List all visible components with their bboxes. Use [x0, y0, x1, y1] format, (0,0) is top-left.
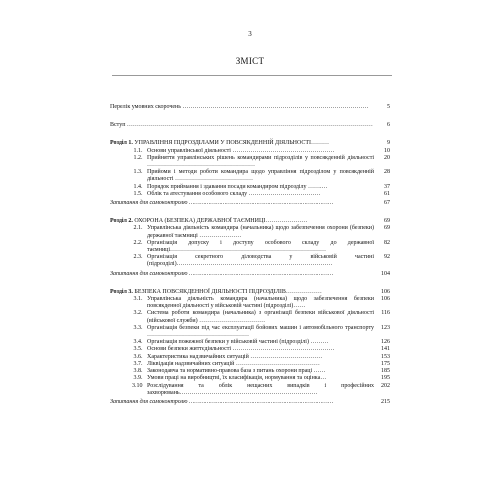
toc-entry-number: 3.1. [133, 296, 144, 303]
toc-entry-page: 92 [384, 254, 390, 261]
toc-entry-number: 3.4. [133, 339, 144, 346]
toc-entry-section [110, 140, 390, 147]
toc-entry-sub [110, 148, 390, 155]
toc-entry-sub [110, 383, 390, 397]
toc-entry-title: Організація безпеки під час експлуатації бойових машин і автомобільного транспорту …………………………………………… [147, 324, 374, 339]
toc-entry-number: 3.5. [133, 346, 144, 353]
toc-entry-italic [110, 200, 390, 207]
toc-entry-number: 3.2. [133, 310, 144, 317]
toc-entry-page: 185 [381, 368, 390, 375]
toc-entry-page: 69 [384, 225, 390, 232]
toc-entry-plain [110, 104, 390, 111]
toc-entry-title: Система роботи командира (начальника) з організації безпеки військової діяльності (військової служби) …………………………… [147, 310, 374, 324]
toc-entry-title: Основи управлінської діяльності …………………………………………… [147, 147, 335, 154]
toc-entry-number: Розділ 3. [110, 288, 135, 295]
toc-entry-page: 195 [381, 375, 390, 382]
toc-entry-sub [110, 225, 390, 239]
toc-entry-sub [110, 346, 390, 353]
page-title: ЗМІСТ [235, 56, 265, 66]
toc-entry-page: 106 [381, 288, 390, 295]
toc-entry-title: Перелік умовних скорочень ………………………………………………………………………………… [110, 104, 369, 110]
toc-entry-title: Організація секретного діловодства у військовій частині (підрозділі)…………………………………………………………………… [147, 254, 374, 268]
toc-entry-page: 116 [381, 310, 390, 317]
toc-entry-sub [110, 240, 390, 254]
toc-entry-title: УПРАВЛІННЯ ПІДРОЗДІЛАМИ У ПОВСЯКДЕННІЙ ДІЯЛЬНОСТІ……… [134, 140, 330, 147]
toc-entry-sub [110, 254, 390, 268]
toc-entry-title: Законодавча та нормативно-правова база з питань охорони праці …… [147, 368, 326, 375]
toc-entry-title: Облік та атестування особового складу ……………………………… [147, 190, 321, 197]
toc-entry-title: Основи безпеки життєдіяльності …………………………………………… [147, 346, 335, 353]
toc-entry-page: 153 [381, 353, 390, 360]
toc-entry-number: 1.1. [133, 147, 144, 154]
toc-spacer [110, 111, 390, 122]
toc-entry-number: Розділ 1. [110, 140, 135, 147]
toc-entry-section [110, 289, 390, 296]
toc-entry-number: 1.2. [133, 154, 144, 161]
toc-entry-title: Порядок приймання і здавання посади командиром підрозділу …….… [147, 183, 328, 190]
toc-entry-title: Управлінська діяльність командира (начальника) щодо забезпечення охорони (безпеки) державної таємниці ………………… [147, 225, 374, 239]
toc-entry-page: 123 [381, 324, 390, 331]
table-of-contents [110, 104, 390, 406]
toc-entry-sub [110, 361, 390, 368]
toc-entry-title: БЕЗПЕКА ПОВСЯКДЕННОЇ ДІЯЛЬНОСТІ ПІДРОЗДІЛІВ……………… [134, 288, 322, 295]
toc-entry-page: 5 [387, 104, 390, 110]
toc-entry-page: 215 [381, 398, 390, 405]
toc-entry-sub [110, 296, 390, 310]
toc-entry-number: 3.7. [133, 360, 144, 367]
toc-entry-title: Умови праці на виробництві, їх класифікація, нормування та оцінка… [147, 375, 327, 382]
toc-entry-title: Організація допуску і доступу особового складу до державної таємниці…………………………………………………………………… [147, 239, 374, 254]
toc-entry-title: Управлінська діяльність командира (начальника) щодо забезпечення безпеки повсякденної діяльності у військовій частині (підрозділі)…… [147, 296, 374, 310]
toc-entry-page: 9 [387, 140, 390, 147]
toc-entry-page: 106 [381, 296, 390, 303]
toc-entry-number: 3.8. [133, 368, 144, 375]
toc-entry-title: ОХОРОНА (БЕЗПЕКА) ДЕРЖАВНОЇ ТАЄМНИЦІ………………… [134, 218, 308, 225]
toc-entry-page: 37 [384, 183, 390, 190]
toc-entry-title: Вступ …………………………………………………………………………………………………………… [110, 122, 373, 129]
toc-entry-sub [110, 155, 390, 169]
toc-entry-number: 3.9. [133, 375, 144, 382]
toc-entry-page: 141 [381, 346, 390, 353]
toc-entry-page: 28 [384, 169, 390, 176]
toc-entry-sub [110, 310, 390, 324]
toc-entry-italic [110, 399, 390, 406]
title-divider [112, 75, 392, 76]
toc-entry-page: 82 [384, 239, 390, 246]
toc-entry-title: Запитання для самоконтролю ……………………………………………………………………… [110, 398, 334, 405]
toc-entry-italic [110, 271, 390, 278]
toc-entry-number: 2.1. [133, 225, 144, 232]
toc-spacer [110, 129, 390, 140]
toc-entry-page: 126 [381, 339, 390, 346]
toc-entry-title: Розслідування та облік нещасних випадків і професійних захворювань…………………………………………………………… [147, 382, 374, 396]
toc-entry-sub [110, 375, 390, 382]
toc-entry-page: 175 [381, 360, 390, 367]
toc-entry-title: Ліквідація надзвичайних ситуацій …………………………………… [147, 360, 320, 367]
toc-entry-number: 2.3. [133, 254, 144, 261]
toc-entry-page: 6 [387, 122, 390, 129]
toc-entry-sub [110, 191, 390, 198]
toc-entry-page: 67 [384, 200, 390, 207]
page-number: 3 [248, 30, 252, 38]
toc-entry-sub [110, 169, 390, 183]
toc-entry-page: 104 [381, 270, 390, 277]
toc-entry-title: Запитання для самоконтролю ……………………………………………………………………… [110, 270, 334, 277]
toc-spacer [110, 207, 390, 218]
toc-entry-page: 202 [381, 382, 390, 389]
toc-entry-page: 20 [384, 154, 390, 161]
toc-entry-number: 1.4. [133, 183, 144, 190]
toc-entry-title: Запитання для самоконтролю ……………………………………………………………………… [110, 200, 334, 207]
toc-entry-plain [110, 122, 390, 129]
toc-entry-title: Характеристика надзвичайних ситуацій ……………………………… [147, 353, 323, 360]
toc-entry-number: 3.6. [133, 353, 144, 360]
toc-entry-page: 61 [384, 190, 390, 197]
toc-entry-page: 10 [384, 147, 390, 154]
toc-entry-number: 3.10 [132, 382, 144, 389]
toc-entry-sub [110, 354, 390, 361]
toc-entry-number: Розділ 2. [110, 218, 135, 225]
toc-spacer [110, 278, 390, 289]
toc-entry-title: Прийоми і методи роботи командира щодо управління підрозділом у повсякденній діяльності ………………………………… [147, 169, 374, 183]
toc-entry-number: 3.3. [133, 324, 144, 331]
toc-entry-sub [110, 184, 390, 191]
toc-entry-page: 69 [384, 218, 390, 225]
toc-entry-sub [110, 325, 390, 339]
toc-entry-number: 2.2. [133, 239, 144, 246]
toc-entry-title: Прийняття управлінських рішень командирами підрозділів у повсякденній діяльності ……………………………………………… [147, 154, 374, 169]
toc-entry-title: Організація пожежної безпеки у військовій частині (підрозділі) ……… [147, 339, 329, 346]
toc-entry-number: 1.5. [133, 190, 144, 197]
toc-entry-number: 1.3. [133, 169, 144, 176]
